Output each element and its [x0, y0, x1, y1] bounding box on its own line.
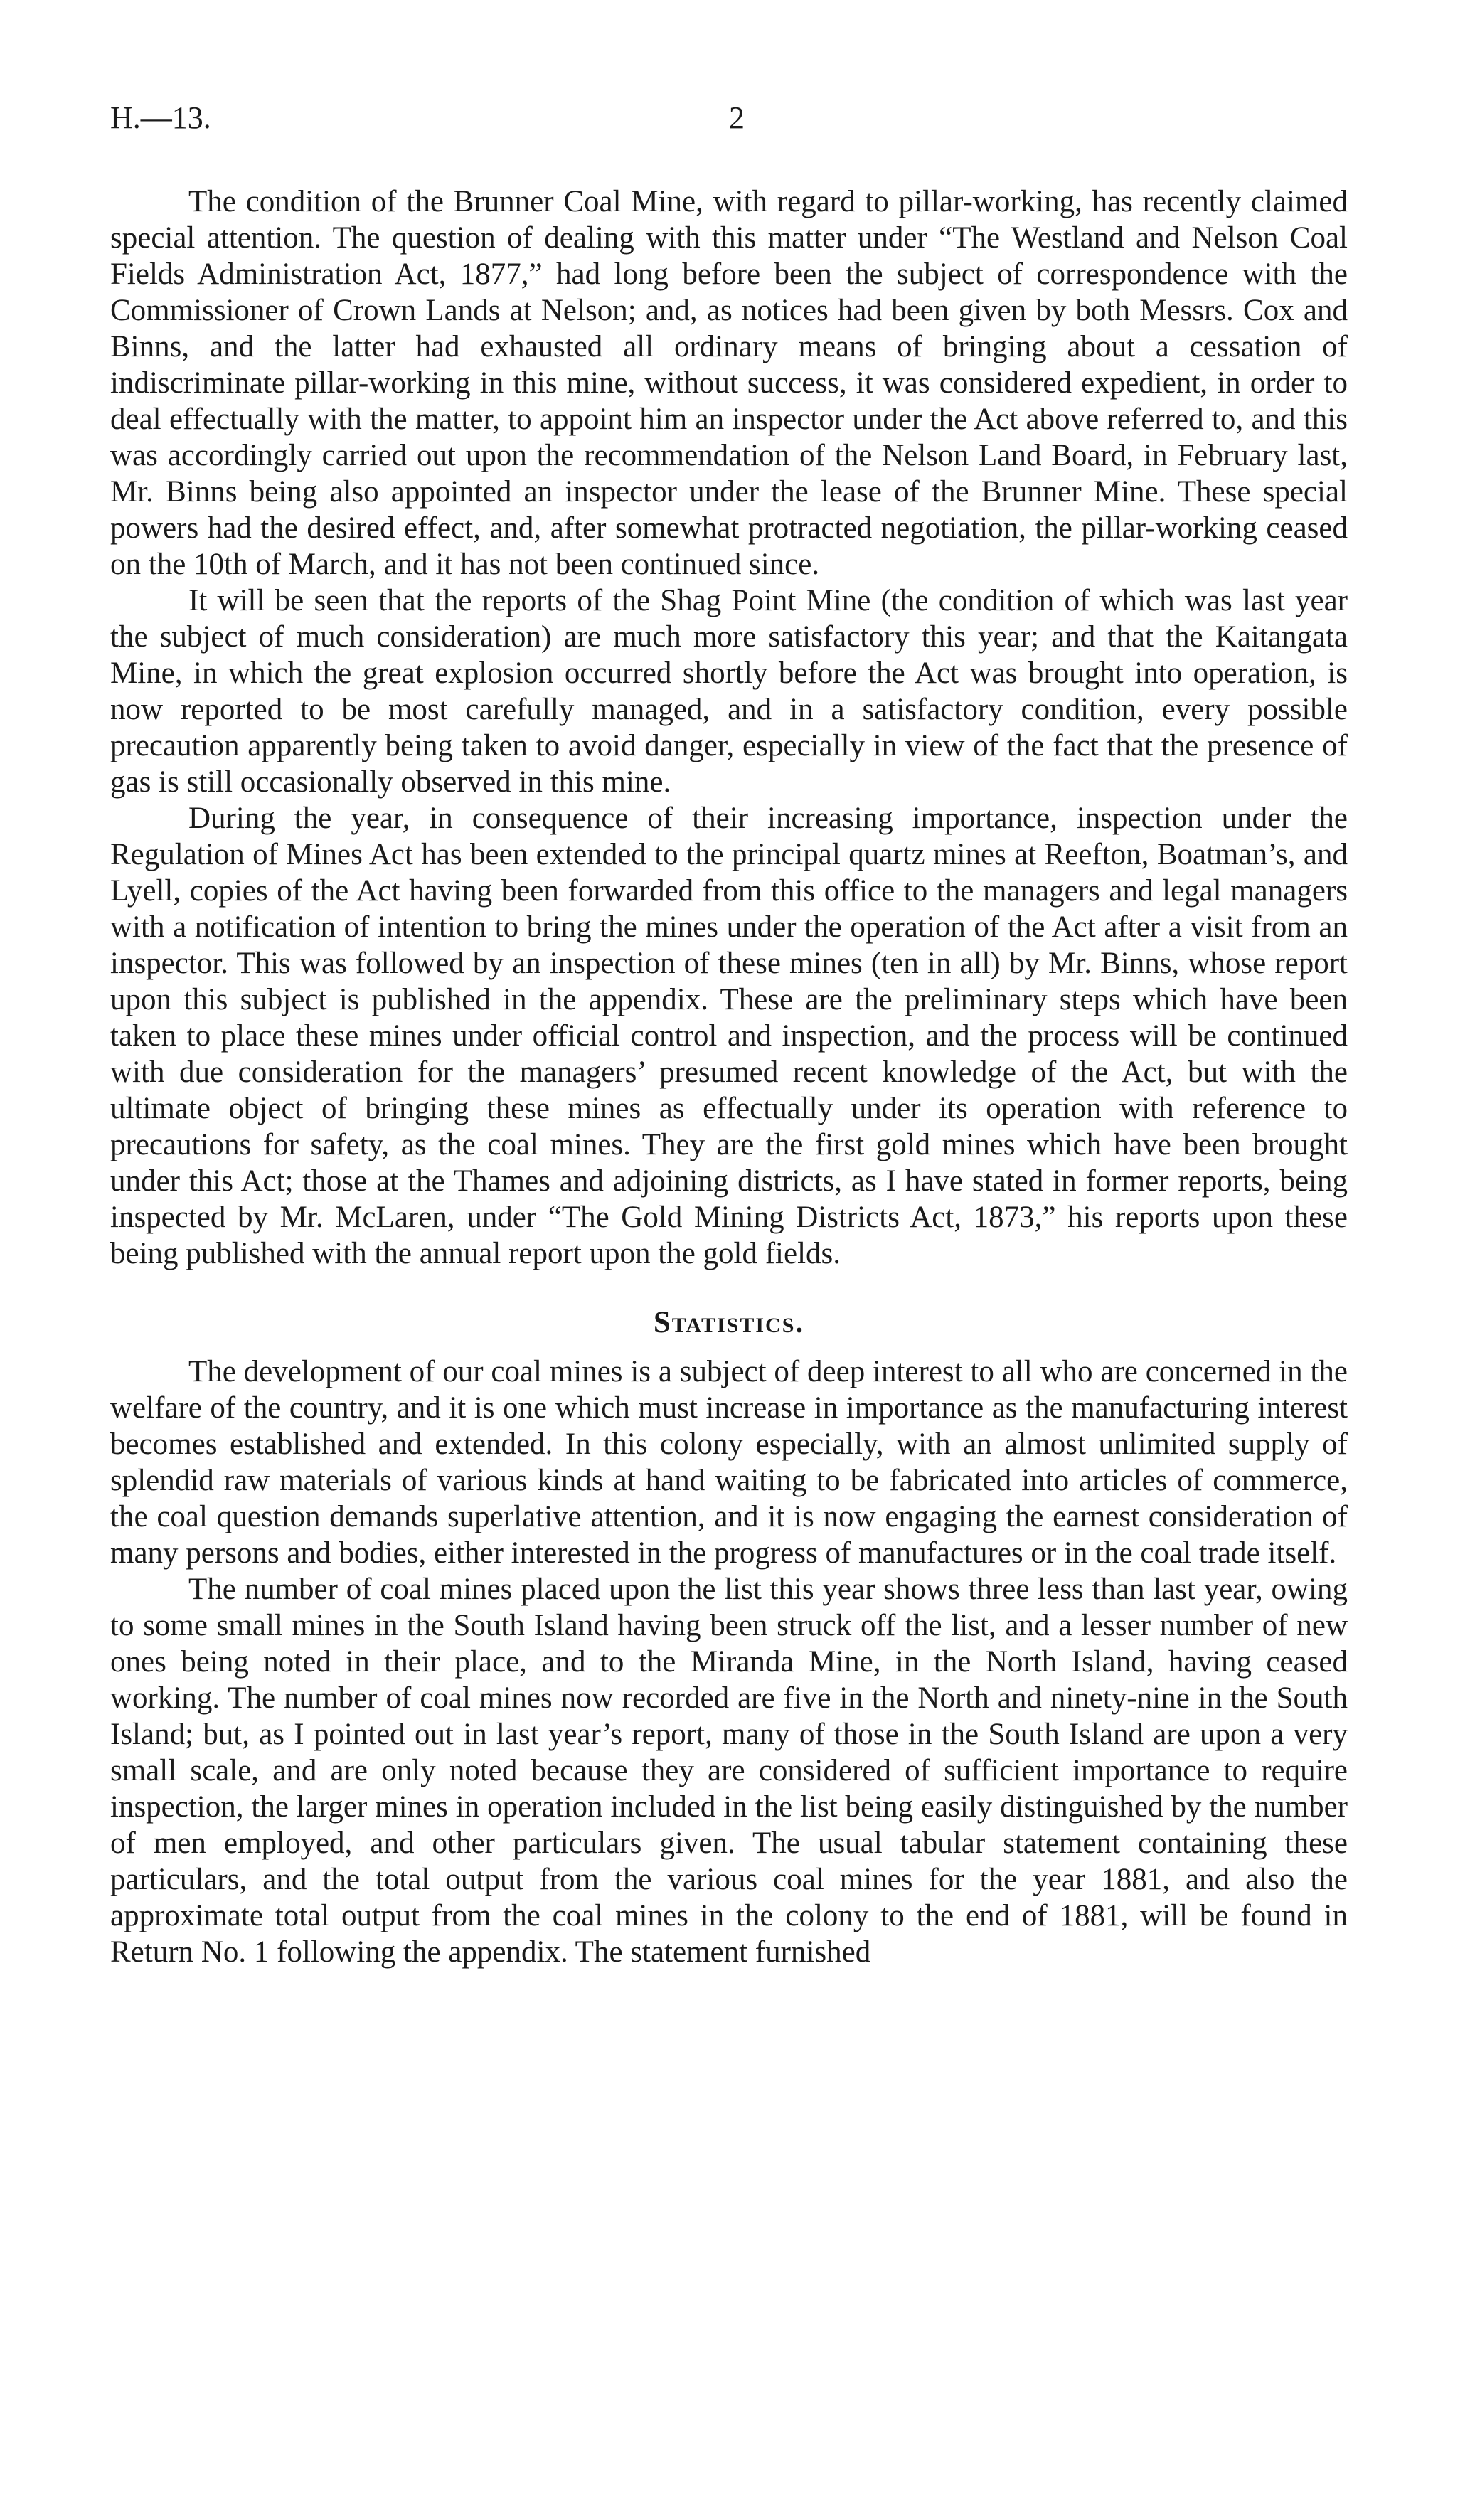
paragraph-coal-mine-count: The number of coal mines placed upon the list this year shows three less than last year, owing to some small mines in the South Island having been struck off the list, and a lesser number of new ones being noted in their place, and to the Miranda Mine, in the North Island, having ceased working. The number of coal mines now recorded are five in the North and ninety-nine in the South Island; but, as I pointed out in last year’s report, many of those in the South Island are upon a very small scale, and are only noted because they are considered of sufficient importance to require inspection, the larger mines in operation included in the list being easily distinguished by the number of men employed, and other particulars given. The usual tabular statement containing these particulars, and the total output from the various coal mines for the year 1881, and also the approximate total output from the coal mines in the colony to the end of 1881, will be found in Return No. 1 following the appendix. The statement furnished: [110, 1573, 1348, 1969]
section-heading-statistics: Statistics.: [653, 1306, 805, 1339]
page-number: 2: [729, 100, 745, 135]
paragraph-shag-point-kaitangata: It will be seen that the reports of the Shag Point Mine (the condition of which was last year the subject of much consideration) are much more satisfactory this year; and that the Kaitangata Mine, in which the great explosion occurred shortly before the Act was brought into operation, is now reported to be most carefully managed, and in a satisfactory condition, every possible precaution apparently being taken to avoid danger, especially in view of the fact that the presence of gas is still occasionally observed in this mine.: [110, 584, 1348, 799]
page-header: [110, 100, 1369, 149]
paragraph-brunner-mine: The condition of the Brunner Coal Mine, with regard to pillar-working, has recently claimed special attention. The question of dealing with this matter under “The Westland and Nelson Coal Fields Administration Act, 1877,” had long before been the subject of correspondence with the Commissioner of Crown Lands at Nelson; and, as notices had been given by both Messrs. Cox and Binns, and the latter had exhausted all ordinary means of bringing about a cessation of indiscriminate pillar-working in this mine, without success, it was considered expedient, in order to deal effectually with the matter, to appoint him an inspector under the Act above referred to, and this was accordingly carried out upon the recommendation of the Nelson Land Board, in February last, Mr. Binns being also appointed an inspector under the lease of the Brunner Mine. These special powers had the desired effect, and, after somewhat protracted negotiation, the pillar-working ceased on the 10th of March, and it has not been continued since.: [110, 185, 1348, 581]
document-reference: H.—13.: [110, 100, 211, 135]
paragraph-coal-development: The development of our coal mines is a subject of deep interest to all who are concerned in the welfare of the country, and it is one which must increase in importance as the manufacturing interest becomes established and extended. In this colony especially, with an almost unlimited supply of splendid raw materials of various kinds at hand waiting to be fabricated into articles of commerce, the coal question demands superlative attention, and it is now engaging the earnest consideration of many persons and bodies, either interested in the progress of manufactures or in the coal trade itself.: [110, 1355, 1348, 1570]
body-text: [110, 184, 1348, 1970]
paragraph-quartz-mines-inspection: During the year, in consequence of their increasing importance, inspection under the Regulation of Mines Act has been extended to the principal quartz mines at Reefton, Boatman’s, and Lyell, copies of the Act having been forwarded from this office to the managers and legal managers with a notification of intention to bring the mines under the operation of the Act after a visit from an inspector. This was followed by an inspection of these mines (ten in all) by Mr. Binns, whose report upon this subject is published in the appendix. These are the preliminary steps which have been taken to place these mines under official control and inspection, and the process will be continued with due consideration for the managers’ presumed recent knowledge of the Act, but with the ultimate object of bringing these mines as effectually under its operation with reference to precautions for safety, as the coal mines. They are the first gold mines which have been brought under this Act; those at the Thames and adjoining districts, as I have stated in former reports, being inspected by Mr. McLaren, under “The Gold Mining Districts Act, 1873,” his reports upon these being published with the annual report upon the gold fields.: [110, 802, 1348, 1270]
